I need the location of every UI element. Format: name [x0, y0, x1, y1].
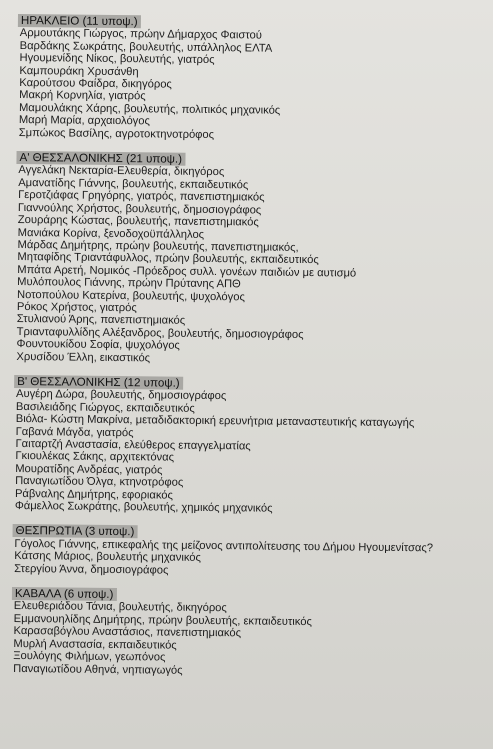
list-item: Μπάτα Αρετή, Νομικός -Πρόεδρος συλλ. γονέων παιδιών με αυτισμό: [17, 263, 357, 280]
list-item: Σμπώκος Βασίλης, αγροτοκτηνοτρόφος: [18, 126, 215, 141]
list-item: Καμπουράκη Χρυσάνθη: [19, 64, 139, 78]
list-item: Γκιουλέκας Σάκης, αρχιτεκτόνας: [15, 450, 175, 465]
list-item: Βαρδάκης Σωκράτης, βουλευτής, υπάλληλος ΕΛΤΑ: [19, 39, 273, 55]
list-item: Γόγολος Γιάννης, επικεφαλής της μείζονος αντιπολίτευσης του Δήμου Ηγουμενίτσας?: [14, 537, 434, 555]
list-item: Ελευθεριάδου Τάνια, βουλευτής, δικηγόρος: [13, 600, 227, 615]
section-heraklion: [19, 14, 485, 144]
list-item: Φουντουκίδου Σοφία, ψυχολόγος: [16, 338, 180, 352]
section-kavala: [13, 587, 479, 680]
list-item: Φάμελλος Σωκράτης, βουλευτής, χημικός μηχανικός: [14, 500, 273, 515]
list-item: Γαιταρτζή Αναστασία, ελεύθερος επαγγελματίας: [15, 437, 251, 453]
candidate-list: [13, 14, 485, 692]
section-heading: Β' ΘΕΣΣΑΛΟΝΙΚΗΣ (12 υποψ.): [14, 375, 183, 390]
list-item: Ράβναλης Δημήτρης, εφοριακός: [14, 487, 173, 502]
list-item: Καρούτσου Φαίδρα, δικηγόρος: [19, 77, 172, 91]
list-item: Εμμανουηλίδης Δημήτρης, πρώην βουλευτής, εκπαιδευτικός: [13, 612, 312, 628]
list-item: Γαβανά Μάγδα, γιατρός: [15, 425, 134, 439]
list-item: Τριανταφυλλίδης Αλέξανδρος, βουλευτής, δημοσιογράφος: [16, 325, 304, 341]
section-thessaloniki-b: [15, 375, 481, 517]
list-item: Μαρή Μαρία, αρχαιολόγος: [18, 114, 150, 128]
list-item: Γεροτζιάφας Γρηγόρης, γιατρός, πανεπιστημιακός: [18, 189, 265, 204]
section-heading: ΗΡΑΚΛΕΙΟ (11 υποψ.): [18, 14, 141, 28]
list-item: Μακρή Κορνηλία, γιατρός: [19, 89, 146, 103]
list-item: Αμανατίδης Γιάννης, βουλευτής, εκπαιδευτικός: [18, 176, 249, 192]
list-item: Μαμουλάκης Χάρης, βουλευτής, πολιτικός μηχανικός: [18, 101, 281, 117]
list-item: Νοτοπούλου Κατερίνα, βουλευτής, ψυχολόγος: [16, 288, 245, 303]
list-item: Βασιλειάδης Γιώργος, εκπαιδευτικός: [15, 400, 195, 415]
list-item: Μηταφίδης Τριαντάφυλλος, πρώην βουλευτής, εκπαιδευτικός: [17, 251, 319, 267]
list-item: Ηγουμενίδης Νίκος, βουλευτής, γιατρός: [19, 52, 215, 67]
list-item: Μάρδας Δημήτρης, πρώην βουλευτής, πανεπιστημιακός,: [17, 238, 299, 254]
list-item: Αγγελάκη Νεκταρία-Ελευθερία, δικηγόρος: [18, 164, 225, 179]
list-item: Στεργίου Άννα, δημοσιογράφος: [14, 562, 169, 577]
section-thesprotia: [14, 524, 480, 579]
list-item: Μανιάκα Κορίνα, ξενοδοχοϋπάλληλος: [17, 226, 205, 241]
list-item: Ξουλόγης Φιλήμων, γεωπόνος: [13, 650, 166, 664]
list-item: Μυρλή Αναστασία, εκπαιδευτικός: [13, 637, 177, 652]
list-item: Παναγιωτίδου Αθηνά, νηπιαγωγός: [13, 662, 183, 677]
list-item: Γιαννούλης Χρήστος, βουλευτής, δημοσιογράφος: [17, 201, 262, 217]
list-item: Χρυσίδου Έλλη, εικαστικός: [16, 350, 151, 364]
list-item: Κάτσης Μάριος, βουλευτής μηχανικός: [14, 550, 201, 565]
list-item: Βιόλα- Κώστη Μακρίνα, μεταδιδακτορική ερευνήτρια μεταναστευτικής καταγωγής: [15, 413, 415, 430]
list-item: Καρασαβόγλου Αναστάσιος, πανεπιστημιακός: [13, 625, 242, 640]
section-thessaloniki-a: [16, 151, 483, 368]
list-item: Στυλιανού Άρης, πανεπιστημιακός: [16, 313, 186, 328]
list-item: Παναγιωτίδου Όλγα, κτηνοτρόφος: [15, 475, 184, 489]
list-item: Μουρατίδης Ανδρέας, γιατρός: [15, 462, 163, 477]
section-heading: ΘΕΣΠΡΩΤΙΑ (3 υποψ.): [13, 524, 138, 538]
section-heading: ΚΑΒΑΛΑ (6 υποψ.): [12, 587, 117, 601]
section-heading: Α' ΘΕΣΣΑΛΟΝΙΚΗΣ (21 υποψ.): [16, 151, 185, 166]
list-item: Ζουράρης Κώστας, βουλευτής, πανεπιστημιακός: [17, 214, 259, 229]
list-item: Αυγέρη Δώρα, βουλευτής, δημοσιογράφος: [15, 388, 227, 403]
list-item: Μυλόπουλος Γιάννης, πρώην Πρύτανης ΑΠΘ: [17, 276, 241, 291]
list-item: Αρμουτάκης Γιώργος, πρώην Δήμαρχος Φαιστού: [19, 27, 262, 42]
list-item: Ρόκος Χρήστος, γιατρός: [16, 300, 137, 315]
